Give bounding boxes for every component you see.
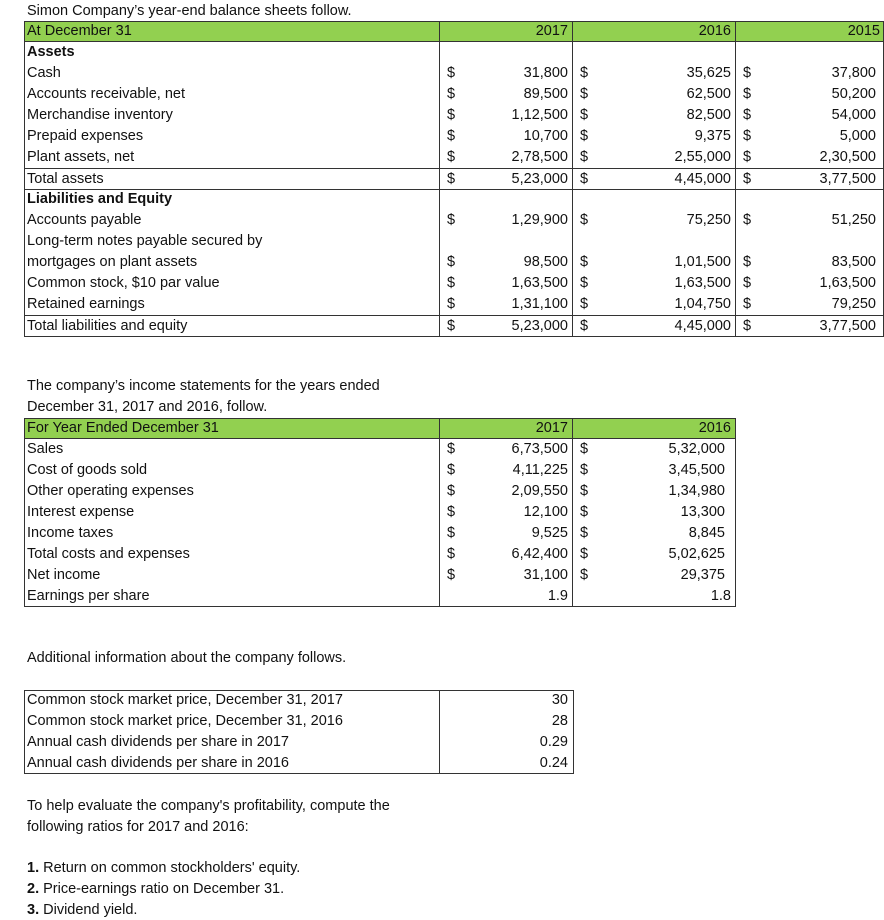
is-year-2017: 2017 bbox=[535, 420, 568, 436]
bs-year-2017: 2017 bbox=[535, 23, 568, 39]
table-row: Cost of goods sold $ 4,11,225 $ 3,45,500 bbox=[27, 462, 725, 478]
table-row: Cash $ 31,800 $ 35,625 $ 37,800 bbox=[27, 65, 876, 81]
table-row: Annual cash dividends per share in 2016 0.24 bbox=[27, 755, 568, 771]
balance-sheet-table bbox=[24, 21, 884, 337]
intro-text: Simon Company’s year-end balance sheets follow. bbox=[27, 3, 352, 19]
table-row: Merchandise inventory $ 1,12,500 $ 82,500 $ 54,000 bbox=[27, 107, 876, 123]
is-year-2016: 2016 bbox=[698, 420, 731, 436]
additional-info-table bbox=[24, 690, 574, 774]
table-row: Interest expense $ 12,100 $ 13,300 bbox=[27, 504, 725, 520]
table-row: Common stock market price, December 31, 2016 28 bbox=[27, 713, 568, 729]
bs-year-2015: 2015 bbox=[847, 23, 880, 39]
table-row-total-liabilities: Total liabilities and equity $ 5,23,000 $ 4,45,000 $ 3,77,500 bbox=[24, 315, 884, 337]
table-row-total-assets: Total assets $ 5,23,000 $ 4,45,000 $ 3,77,500 bbox=[24, 168, 884, 190]
table-row: Annual cash dividends per share in 2017 0.29 bbox=[27, 734, 568, 750]
bs-header-label: At December 31 bbox=[27, 23, 132, 39]
table-row: Net income $ 31,100 $ 29,375 bbox=[27, 567, 725, 583]
is-header-label: For Year Ended December 31 bbox=[27, 420, 219, 436]
instructions-line1: To help evaluate the company's profitability, compute the bbox=[27, 798, 390, 814]
income-intro-line1: The company’s income statements for the years ended bbox=[27, 378, 380, 394]
table-row: Common stock, $10 par value $ 1,63,500 $ 1,63,500 $ 1,63,500 bbox=[27, 275, 876, 291]
instructions-line2: following ratios for 2017 and 2016: bbox=[27, 819, 249, 835]
table-row: Plant assets, net $ 2,78,500 $ 2,55,000 $ 2,30,500 bbox=[27, 149, 876, 165]
table-row: mortgages on plant assets $ 98,500 $ 1,01,500 $ 83,500 bbox=[27, 254, 876, 270]
table-row: Retained earnings $ 1,31,100 $ 1,04,750 $ 79,250 bbox=[27, 296, 876, 312]
task-3: 3. Dividend yield. bbox=[27, 902, 138, 918]
task-1: 1. Return on common stockholders' equity. bbox=[27, 860, 301, 876]
table-row: Accounts receivable, net $ 89,500 $ 62,500 $ 50,200 bbox=[27, 86, 876, 102]
bs-year-2016: 2016 bbox=[698, 23, 731, 39]
table-row: Other operating expenses $ 2,09,550 $ 1,34,980 bbox=[27, 483, 725, 499]
task-2: 2. Price-earnings ratio on December 31. bbox=[27, 881, 285, 897]
table-row: Total costs and expenses $ 6,42,400 $ 5,02,625 bbox=[27, 546, 725, 562]
assets-heading: Assets bbox=[27, 44, 75, 60]
liabilities-heading: Liabilities and Equity bbox=[27, 191, 173, 207]
table-row: Prepaid expenses $ 10,700 $ 9,375 $ 5,000 bbox=[27, 128, 876, 144]
income-intro-line2: December 31, 2017 and 2016, follow. bbox=[27, 399, 268, 415]
income-statement-table bbox=[24, 418, 736, 607]
table-row: Long-term notes payable secured by bbox=[27, 233, 263, 249]
table-row: Common stock market price, December 31, 2017 30 bbox=[27, 692, 568, 708]
table-row: Sales $ 6,73,500 $ 5,32,000 bbox=[27, 441, 725, 457]
table-row: Earnings per share 1.9 1.8 bbox=[27, 588, 731, 604]
additional-intro: Additional information about the company follows. bbox=[27, 650, 347, 666]
table-row: Income taxes $ 9,525 $ 8,845 bbox=[27, 525, 725, 541]
table-row: Accounts payable $ 1,29,900 $ 75,250 $ 51,250 bbox=[27, 212, 876, 228]
